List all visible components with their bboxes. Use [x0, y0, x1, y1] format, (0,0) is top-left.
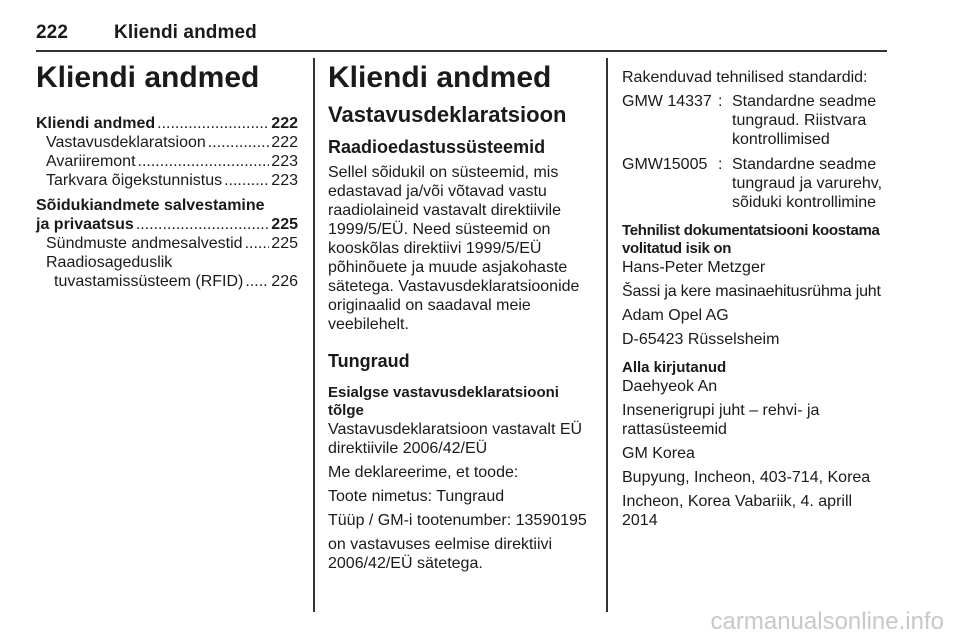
standards-intro: Rakenduvad tehnilised standardid:: [622, 69, 868, 86]
translation-heading: Esialgse vastavusdeklaratsiooni tõlge: [328, 384, 559, 419]
jack-heading: Tungraud: [328, 351, 410, 371]
column-divider-2: [606, 58, 608, 612]
toc-entry-label: Avariiremont: [46, 153, 136, 170]
toc-column: [36, 60, 298, 291]
subsection-title: Vastavusdeklaratsioon: [328, 102, 567, 127]
radio-systems-heading: Raadioedastussüsteemid: [328, 137, 546, 157]
toc-entry-label: Kliendi andmed: [36, 115, 156, 132]
compliance-text: on vastavuses eelmise direktiivi 2006/42/EÜ sätetega.: [328, 536, 553, 572]
company-address: D-65423 Rüsselsheim: [622, 331, 780, 348]
chapter-title: Kliendi andmed: [36, 61, 260, 94]
signer-company: GM Korea: [622, 445, 695, 462]
running-title: Kliendi andmed: [114, 22, 257, 43]
signed-date: Incheon, Korea Vabariik, 4. aprill 2014: [622, 493, 853, 529]
toc-entry-label: tuvastamissüsteem (RFID): [54, 273, 244, 290]
tech-doc-role: Šassi ja kere masinaehitusrühma juht: [622, 283, 881, 300]
toc-entry[interactable]: [36, 171, 298, 190]
toc-list: [36, 114, 298, 291]
content-column-3: [622, 60, 890, 530]
toc-entry-label: Raadiosageduslik: [46, 254, 173, 271]
toc-entry[interactable]: [36, 133, 298, 152]
standard-desc: Standardne seadme tungraud. Riistvara kontrollimised: [732, 93, 877, 148]
we-declare-text: Me deklareerime, et toode:: [328, 464, 519, 481]
standard-code: GMW15005: [622, 156, 708, 173]
tech-doc-heading: Tehnilist dokumentatsiooni koostama volitatud isik on: [622, 222, 880, 257]
header-rule: [36, 50, 887, 52]
signer-address: Bupyung, Incheon, 403-714, Korea: [622, 469, 871, 486]
toc-entry-page: 222: [271, 115, 298, 132]
toc-entry-label: Sündmuste andmesalvestid: [46, 235, 243, 252]
standard-separator: :: [718, 93, 723, 110]
declaration-text: Vastavusdeklaratsioon vastavalt EÜ direktiivile 2006/42/EÜ: [328, 421, 583, 457]
toc-entry-label: ja privaatsus: [36, 216, 134, 233]
toc-entry-label: Vastavusdeklaratsioon: [46, 134, 206, 151]
toc-entry-page: 222: [271, 134, 298, 151]
standard-separator: :: [718, 156, 723, 173]
standard-desc: Standardne seadme tungraud ja varurehv, sõiduki kontrollimine: [732, 156, 883, 211]
toc-entry[interactable]: [36, 114, 298, 133]
toc-entry-page: 226: [271, 273, 298, 290]
toc-entry-page: 225: [271, 235, 298, 252]
signed-heading: Alla kirjutanud: [622, 359, 727, 376]
toc-entry[interactable]: [36, 234, 298, 253]
product-number: Tüüp / GM-i tootenumber: 13590195: [328, 512, 587, 529]
toc-entry-label: Sõidukiandmete salvestamine: [36, 197, 265, 214]
toc-entry[interactable]: [36, 253, 298, 291]
standard-code: GMW 14337: [622, 93, 712, 110]
toc-entry-page: 225: [271, 216, 298, 233]
toc-entry-page: 223: [271, 172, 298, 189]
toc-entry[interactable]: [36, 152, 298, 171]
standards-list: [622, 92, 890, 212]
content-column-2: [328, 60, 590, 573]
product-name: Toote nimetus: Tungraud: [328, 488, 505, 505]
tech-doc-name: Hans-Peter Metzger: [622, 259, 766, 276]
radio-systems-text: Sellel sõidukil on süsteemid, mis edastavad ja/või võtavad vastu raadiolaineid vastavalt direktiivile 1999/5/EÜ. Need süsteemid on kooskõlas direktiivi 1999/5/EÜ põhinõuete ja muude asjakohaste sätetega. Vastavusdeklaratsioonide originaalid on saadaval meie veebilehelt.: [328, 164, 580, 333]
toc-entry-label: Tarkvara õigekstunnistus: [46, 172, 223, 189]
toc-entry-page: 223: [271, 153, 298, 170]
company-name: Adam Opel AG: [622, 307, 729, 324]
section-title: Kliendi andmed: [328, 61, 552, 94]
signer-name: Daehyeok An: [622, 378, 718, 395]
page-number: 222: [36, 22, 69, 43]
signer-role: Insenerigrupi juht – rehvi- ja rattasüsteemid: [622, 402, 820, 438]
column-divider-1: [313, 58, 315, 612]
watermark: carmanualsonline.info: [710, 608, 944, 635]
toc-entry[interactable]: [36, 196, 298, 234]
